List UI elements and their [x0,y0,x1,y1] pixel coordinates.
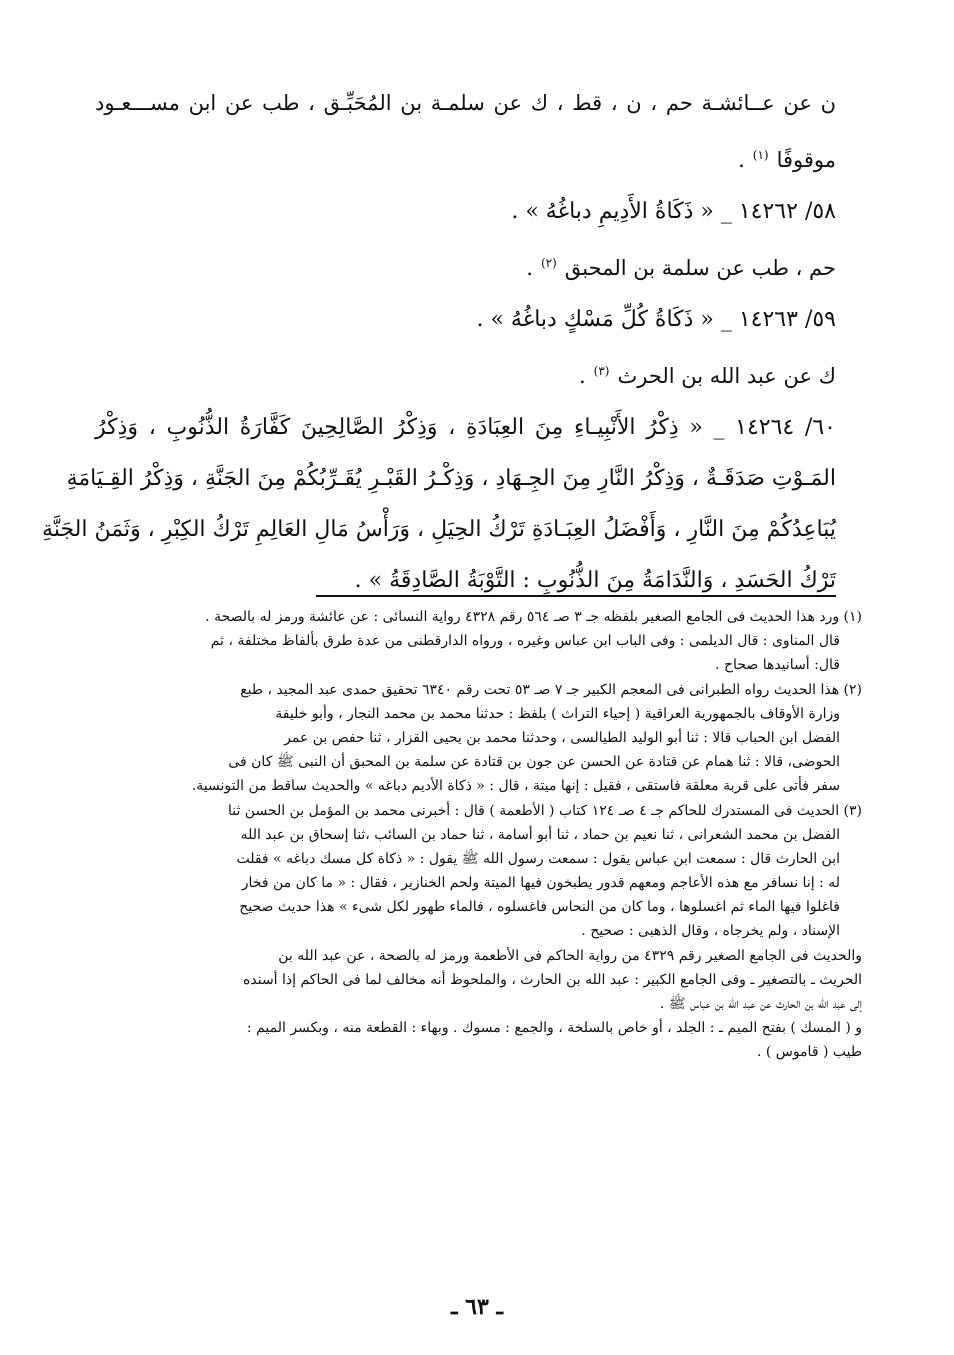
footnote-3-line: إلى عبد الله بن الحارث عن عبد الله بن عباس ﷺ . [659,996,862,1012]
hadith-59-source: ك عن عبد الله بن الحرث$^{(٣)}$. [578,364,836,388]
footnote-3-line: الفضل بن محمد الشعرانى ، ثنا نعيم بن حماد ، ثنا أبو أسامة ، ثنا حماد بن السائب ،ثنا إسحاق بن عبد الله [240,826,840,843]
hadith-59: ٥٩/ ١٤٢٦٣ _ « ذَكَاةُ كُلِّ مَسْكٍ دباغُهُ » . [476,307,836,332]
footnote-3-line: والحديث فى الجامع الصغير رقم ٤٣٢٩ من رواية الحاكم فى الأطعمة ورمز له بالصحة ، عن عبد الله بن [278,947,862,964]
footnote-2-line: الفضل ابن الحباب قالا : ثنا أبو الوليد الطيالسى ، وحدثنا محمد بن يحيى القزار ، ثنا حفص بن عمر [284,729,840,746]
hadith-60-line: تَرْكُ الحَسَدِ ، وَالنَّدَامَةُ مِنَ الذُّنُوبِ : التَّوْبَةُ الصَّادِقَةُ » . [354,568,836,593]
footnote-2-line: سفر فأتى على قربة معلقة فاستقى ، فقيل : إنها ميتة ، قال : « ذكاة الأديم دباغه » والحديث ساقط من التونسية. [191,778,840,795]
hadith-58-source: حم ، طب عن سلمة بن المحبق$^{(٢)}$. [526,256,836,280]
footnote-3-line: الحريث ـ بالتصغير ـ وفى الجامع الكبير : عبد الله بن الحارث ، والملحوظ أنه مخالف لما فى الحاكم إذا أسنده [243,971,862,988]
reference-line: ن عن عــائشـة حم ، ن ، قط ، ك عن سلمـة بن المُحَبِّـق ، طب عن ابن مســـعـود [95,91,836,115]
hadith-60-line: ٦٠/ ١٤٢٦٤ _ « ذِكْرُ الأَنْبِيـاءِ مِنَ العِبَادَةِ ، وَذِكْرُ الصَّالِحِينَ كَفَّارَةُ الذُّنُوبِ ، وَذِكْرُ [95,415,836,440]
main-text [42,88,836,617]
footnote-marker: (٣) [593,364,610,378]
footnote-marker: (٢) [540,256,557,270]
hadith-60-line: يُبَاعِدُكُمْ مِنَ النَّارِ ، وَأَفْضَلُ العِبَـادَةِ تَرْكُ الحِيَلِ ، وَرَأْسُ مَالِ العَالِمِ تَرْكُ الكِبْرِ ، وَثَمَنُ الجَنَّةِ [42,517,836,542]
footnote-divider [316,595,836,597]
hadith-60-line: المَـوْتِ صَدَقَـةٌ ، وَذِكْرُ النَّارِ مِنَ الجِـهَادِ ، وَذِكْـرُ القَبْـرِ يُقَـرِّبُكُمْ مِنَ الجَنَّةِ ، وَذِكْرُ القِـيَامَةِ [66,466,836,491]
footnote-2-line: الحوضى، قالا : ثنا همام عن قتادة عن الحسن عن جون بن قتادة عن سلمة بن المحبق أن النبى ﷺ كان فى [228,754,840,771]
footnote-1-line: قال: أسانيدها صحاح . [715,657,840,674]
reference-line-continued: موقوفًا$^{(١)}$. [738,148,836,172]
footnote-3-line: ابن الحارث قال : سمعت ابن عباس يقول : سمعت رسول الله ﷺ يقول : « ذكاة كل مسك دباغه » فقلت [236,850,840,867]
footnote-1-line: (١) ورد هذا الحديث فى الجامع الصغير بلفظه جـ ٣ صـ ٥٦٤ رقم ٤٣٢٨ رواية النسائى : عن عائشة ورمز له بالصحة . [205,609,862,625]
source-text: ك عن عبد الله بن الحرث [617,364,836,388]
page-number: ـ ٦٣ ـ [451,1294,503,1320]
footnote-3-line: له : إنا نسافر مع هذه الأعاجم ومعهم قدور يطبخون فيها الميتة ولحم الخنازير ، فقال : « ما كان من فخار [241,875,840,892]
footnote-2-line: (٢) هذا الحديث رواه الطبرانى فى المعجم الكبير جـ ٧ صـ ٥٣ تحت رقم ٦٣٤٠ تحقيق حمدى عبد المجيد ، طبع [240,681,862,698]
footnote-3-line: طيب ( قاموس ) . [756,1044,862,1061]
footnote-3-line: (٣) الحديث فى المستدرك للحاكم جـ ٤ صـ ١٢٤ كتاب ( الأطعمة ) قال : أخبرنى محمد بن المؤمل بن الحسن ثنا [227,802,862,819]
footnotes [92,608,862,1068]
footnote-3-line: و ( المسك ) بفتح الميم ـ : الجلد ، أو خاص بالسلخة ، والجمع : مسوك . وبهاء : القطعة منه ، وبكسر الميم : [246,1020,862,1037]
reference-text: موقوفًا [776,148,836,172]
hadith-58: ٥٨/ ١٤٢٦٢ _ « ذَكَاةُ الأَدِيمِ دباغُهُ » . [511,199,836,224]
footnote-3-line: الإسناد ، ولم يخرجاه ، وقال الذهبى : صحيح . [581,923,840,940]
footnote-1-line: قال المناوى : قال الديلمى : وفى الباب ابن عباس وغيره ، ورواه الدارقطنى من عدة طرق بألفاظ مختلفة ، ثم [210,633,840,650]
footnote-2-line: وزارة الأوقاف بالجمهورية العراقية ( إحياء التراث ) بلفظ : حدثنا محمد بن محمد النجار ، وأبو خليفة [275,705,840,722]
footnote-marker: (١) [752,148,769,162]
source-text: حم ، طب عن سلمة بن المحبق [564,256,836,280]
footnote-3-line: فاغلوا فيها الماء ثم اغسلوها ، وما كان من النحاس فاغسلوه ، فالماء طهور لكل شىء » هذا حديث صحيح [239,899,840,916]
